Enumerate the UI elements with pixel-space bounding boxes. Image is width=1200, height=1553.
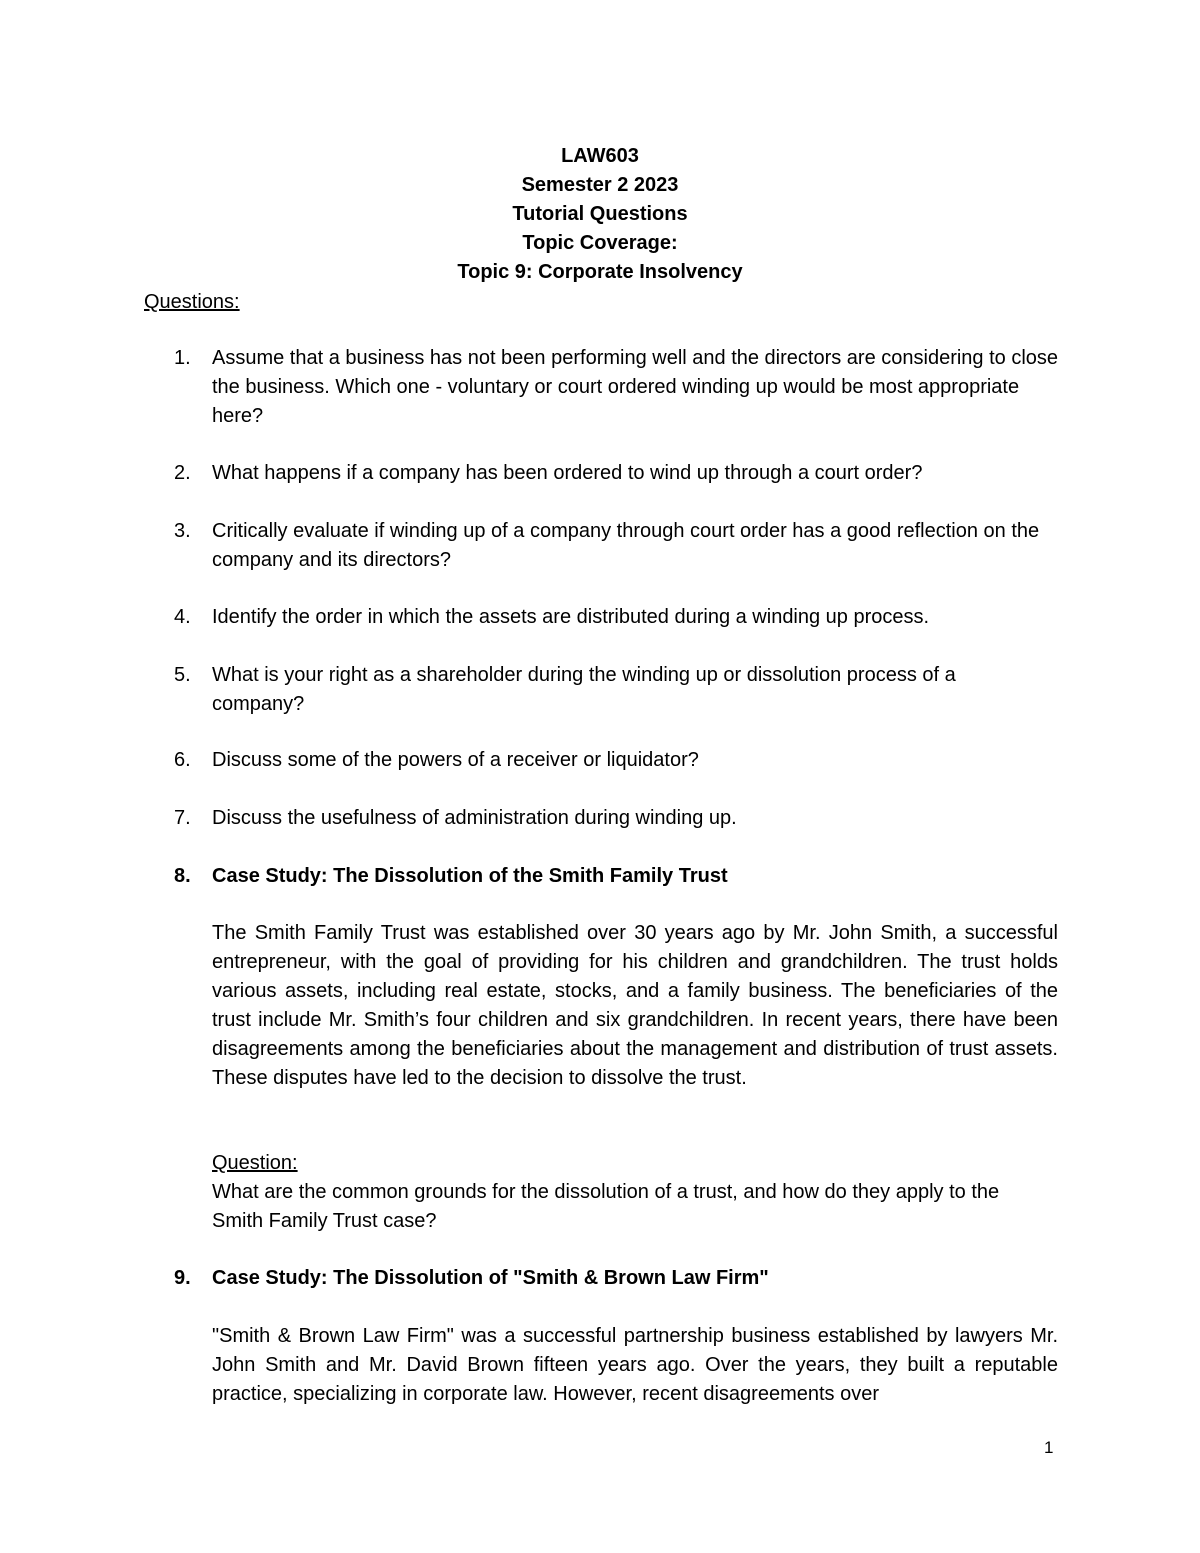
case-study-8-body: The Smith Family Trust was established over 30 years ago by Mr. John Smith, a successful entrepreneur, with the goal of providing for his children and grandchildren. The trust holds various assets, including real estate, stocks, and a family business. The beneficiaries of the trust include Mr. Smith’s four children and six grandchildren. In recent years, there have been disagreements among the beneficiaries about the management and distribution of trust assets. These disputes have led to the decision to dissolve the trust. — [212, 922, 1058, 1089]
question-item-1 — [174, 344, 1064, 431]
question-number: 3. — [174, 520, 191, 542]
question-number: 9. — [174, 1267, 191, 1289]
semester-label: Semester 2 2023 — [521, 174, 679, 196]
case-study-8-question-text: What are the common grounds for the dissolution of a trust, and how do they apply to the Smith Family Trust case? — [212, 1181, 1000, 1232]
question-number: 1. — [174, 347, 191, 369]
question-text: Discuss the usefulness of administration during winding up. — [212, 807, 737, 829]
question-item-7 — [174, 804, 1064, 833]
question-item-2 — [174, 459, 1064, 488]
question-number: 4. — [174, 606, 191, 628]
question-number: 2. — [174, 462, 191, 484]
case-study-8-heading — [174, 862, 1064, 891]
case-study-title: Case Study: The Dissolution of the Smith Family Trust — [212, 865, 728, 887]
document-type: Tutorial Questions — [512, 203, 688, 225]
question-number: 8. — [174, 865, 191, 887]
question-text: Identify the order in which the assets are distributed during a winding up process. — [212, 606, 930, 628]
question-number: 5. — [174, 664, 191, 686]
question-item-5 — [174, 661, 1064, 719]
question-item-4 — [174, 603, 1064, 632]
question-text: Assume that a business has not been performing well and the directors are considering to close the business. Which one - voluntary or court ordered winding up would be most appropriate here? — [212, 347, 1059, 427]
question-text: What happens if a company has been ordered to wind up through a court order? — [212, 462, 923, 484]
question-item-3 — [174, 517, 1064, 575]
question-text: Critically evaluate if winding up of a company through court order has a good reflection on the company and its directors? — [212, 520, 1040, 571]
case-study-title: Case Study: The Dissolution of "Smith & Brown Law Firm" — [212, 1267, 769, 1289]
case-study-9-heading — [174, 1264, 1064, 1293]
question-number: 7. — [174, 807, 191, 829]
questions-heading: Questions: — [144, 291, 240, 313]
question-text: What is your right as a shareholder during the winding up or dissolution process of a company? — [212, 664, 956, 715]
page-number: 1 — [1044, 1438, 1054, 1457]
topic-title: Topic 9: Corporate Insolvency — [457, 261, 743, 283]
case-study-9-body: "Smith & Brown Law Firm" was a successful partnership business established by lawyers Mr. John Smith and Mr. David Brown fifteen years ago. Over the years, they built a reputable practice, specializing in corporate law. However, recent disagreements over — [212, 1325, 1058, 1405]
question-item-6 — [174, 746, 1064, 775]
question-text: Discuss some of the powers of a receiver or liquidator? — [212, 749, 699, 771]
coverage-label: Topic Coverage: — [522, 232, 678, 254]
question-number: 6. — [174, 749, 191, 771]
course-code: LAW603 — [561, 145, 639, 167]
case-study-8-question-label: Question: — [212, 1152, 298, 1174]
